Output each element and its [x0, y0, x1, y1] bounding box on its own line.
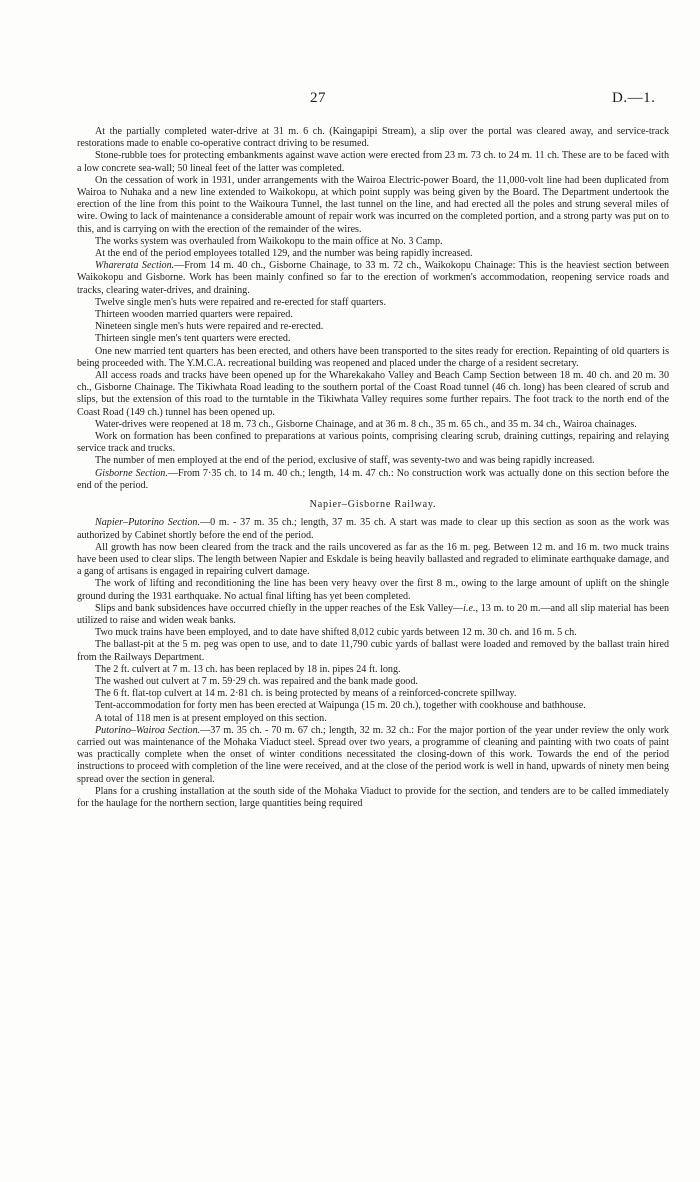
text-run: The ballast-pit at the 5 m. peg was open to use, and to date 11,790 cubic yards of ballast were loaded and removed by the ballast train hired from the Railways Department. — [77, 639, 669, 663]
text-run: Water-drives were reopened at 18 m. 73 ch., Gisborne Chainage, and at 36 m. 8 ch., 35 m. 65 ch., and 35 m. 34 ch., Wairoa chainages. — [95, 418, 637, 430]
text-run: —37 m. 35 ch. - 70 m. 67 ch.; length, 32 m. 32 ch.: For the major portion of the year under review the only work carried out was maintenance of the Mohaka Viaduct steel. Spread over two years, a programme of cleaning and painting with two coats of paint was practically complete when the onset of winter conditions necessitated the closing-down of this work. Towards the end of the period instructions to proceed with completion of the line were received, and at the close of the period work is well in hand, upwards of ninety men being spread over the section in general. — [77, 724, 669, 785]
paragraph — [77, 664, 669, 676]
section-heading — [77, 499, 669, 511]
paragraph — [77, 126, 669, 150]
text-run: —From 7·35 ch. to 14 m. 40 ch.; length, 14 m. 47 ch.: No construction work was actually done on this section before the end of the period. — [77, 467, 669, 491]
paragraph — [77, 321, 669, 333]
italic-run: i.e. — [463, 602, 476, 614]
italic-run: Napier–Putorino Section. — [95, 517, 200, 529]
text-run: Nineteen single men's huts were repaired and re-erected. — [95, 321, 324, 333]
text-run: At the partially completed water-drive at 31 m. 6 ch. (Kaingapipi Stream), a slip over the portal was cleared away, and service-track restorations made to enable co-operative contract driving to be resumed. — [77, 126, 669, 150]
italic-run: Wharerata Section. — [95, 260, 175, 272]
paragraph — [77, 431, 669, 455]
paragraph — [77, 333, 669, 345]
text-run: Thirteen wooden married quarters were repaired. — [95, 309, 293, 321]
paragraph — [77, 150, 669, 174]
paragraph — [77, 786, 669, 810]
text-run: Tent-accommodation for forty men has been erected at Waipunga (15 m. 20 ch.), together with cookhouse and bathhouse. — [95, 700, 586, 712]
paragraph — [77, 676, 669, 688]
text-run: —0 m. - 37 m. 35 ch.; length, 37 m. 35 ch. A start was made to clear up this section as soon as the work was authorized by Cabinet shortly before the end of the period. — [77, 517, 670, 541]
paragraph — [77, 236, 669, 248]
text-run: The number of men employed at the end of the period, exclusive of staff, was seventy-two and was being rapidly increased. — [95, 455, 595, 467]
page-number: 27 — [310, 90, 326, 106]
paragraph — [77, 603, 669, 627]
text-run: Two muck trains have been employed, and to date have shifted 8,012 cubic yards between 12 m. 30 ch. and 16 m. 5 ch. — [95, 627, 577, 639]
text-run: Thirteen single men's tent quarters were erected. — [95, 333, 291, 345]
paragraph — [77, 248, 669, 260]
paragraph — [77, 455, 669, 467]
paragraph — [77, 688, 669, 700]
paragraph — [77, 419, 669, 431]
text-run: The 2 ft. culvert at 7 m. 13 ch. has been replaced by 18 in. pipes 24 ft. long. — [95, 663, 401, 675]
paragraph — [77, 297, 669, 309]
italic-run: Gisborne Section. — [95, 467, 168, 479]
text-run: All growth has now been cleared from the track and the rails uncovered as far as the 16 m. peg. Between 12 m. and 16 m. two muck trains have been used to clear slips. The length between Napier and Eskdale is being heavily ballasted and regraded to eliminate earthquake damage, and a gang of artisans is engaged in repairing culvert damage. — [77, 541, 669, 578]
text-run: On the cessation of work in 1931, under arrangements with the Wairoa Electric-power Board, the 11,000-volt line had been duplicated from Wairoa to Nuhaka and a new line extended to Waikokopu, at which point supply was being given by the Board. The Department undertook the erection of the line from this point to the Waikoura Tunnel, the last tunnel on the line, and had erected all the poles and strung several miles of wire. Owing to lack of maintenance a considerable amount of repair work was incurred on the completed portion, and a strong party was put on to this, and is carrying on with the erection of the remainder of the wires. — [77, 174, 669, 235]
text-run: All access roads and tracks have been opened up for the Wharekakaho Valley and Beach Camp Section between 18 m. 40 ch. and 20 m. 30 ch., Gisborne Chainage. The Tikiwhata Road leading to the southern portal of the Coast Road tunnel (46 ch. long) has been cleared of scrub and slips, but the extension of this road to the turntable in the Tikiwhata Valley requires some further repairs. The foot track to the north end of the Coast Road (149 ch.) tunnel has been opened up. — [77, 370, 669, 418]
text-run: The washed out culvert at 7 m. 59·29 ch. was repaired and the bank made good. — [95, 675, 418, 687]
text-run: Twelve single men's huts were repaired and re-erected for staff quarters. — [95, 296, 386, 308]
paragraph — [77, 309, 669, 321]
paragraph — [77, 468, 669, 492]
text-run: The work of lifting and reconditioning the line has been very heavy over the first 8 m., owing to the large amount of uplift on the shingle ground during the 1931 earthquake. No actual final lifting has yet been completed. — [77, 578, 669, 602]
text-run: One new married tent quarters has been erected, and others have been transported to the sites ready for erection. Repainting of old quarters is being proceeded with. The Y.M.C.A. recreational building was reopened and placed under the charge of a resident secretary. — [77, 345, 669, 369]
paragraph — [77, 725, 669, 786]
text-run: The 6 ft. flat-top culvert at 14 m. 2·81 ch. is being protected by means of a reinforced-concrete spillway. — [95, 688, 517, 700]
paragraph — [77, 542, 669, 579]
text-run: Stone-rubble toes for protecting embankments against wave action were erected from 23 m. 73 ch. to 24 m. 11 ch. These are to be faced with a low concrete sea-wall; 50 lineal feet of the latter was completed. — [77, 150, 669, 174]
text-run: Slips and bank subsidences have occurred chiefly in the upper reaches of the Esk Valley— — [95, 602, 464, 614]
paragraph — [77, 517, 669, 541]
paragraph — [77, 370, 669, 419]
text-run: Napier–Gisborne Railway. — [309, 499, 437, 511]
text-run: Plans for a crushing installation at the south side of the Mohaka Viaduct to provide for the section, and tenders are to be called immediately for the haulage for the northern section, large quantities being required — [77, 785, 669, 809]
text-run: The works system was overhauled from Waikokopu to the main office at No. 3 Camp. — [95, 235, 443, 247]
paragraph — [77, 639, 669, 663]
paragraph — [77, 346, 669, 370]
document-reference: D.—1. — [612, 90, 656, 106]
paragraph — [77, 713, 669, 725]
paragraph — [77, 175, 669, 236]
paragraph — [77, 627, 669, 639]
text-run: At the end of the period employees totalled 129, and the number was being rapidly increased. — [95, 248, 473, 260]
text-run: —From 14 m. 40 ch., Gisborne Chainage, to 33 m. 72 ch., Waikokopu Chainage: This is the heaviest section between Waikokopu and Gisborne. Work has been mainly confined so far to the erection of workmen's accommodation, reopening service roads and tracks, clearing water-drives, and draining. — [77, 260, 669, 296]
text-run: , 13 m. to 20 m.—and all slip material has been utilized to raise and widen weak banks. — [77, 602, 669, 626]
paragraph — [77, 578, 669, 602]
text-run: Work on formation has been confined to preparations at various points, comprising clearing scrub, draining cuttings, repairing and relaying service track and trucks. — [77, 431, 669, 455]
italic-run: Putorino–Wairoa Section. — [95, 724, 201, 736]
body-text — [77, 126, 669, 810]
paragraph — [77, 260, 669, 297]
text-run: A total of 118 men is at present employed on this section. — [95, 712, 327, 724]
paragraph — [77, 700, 669, 712]
